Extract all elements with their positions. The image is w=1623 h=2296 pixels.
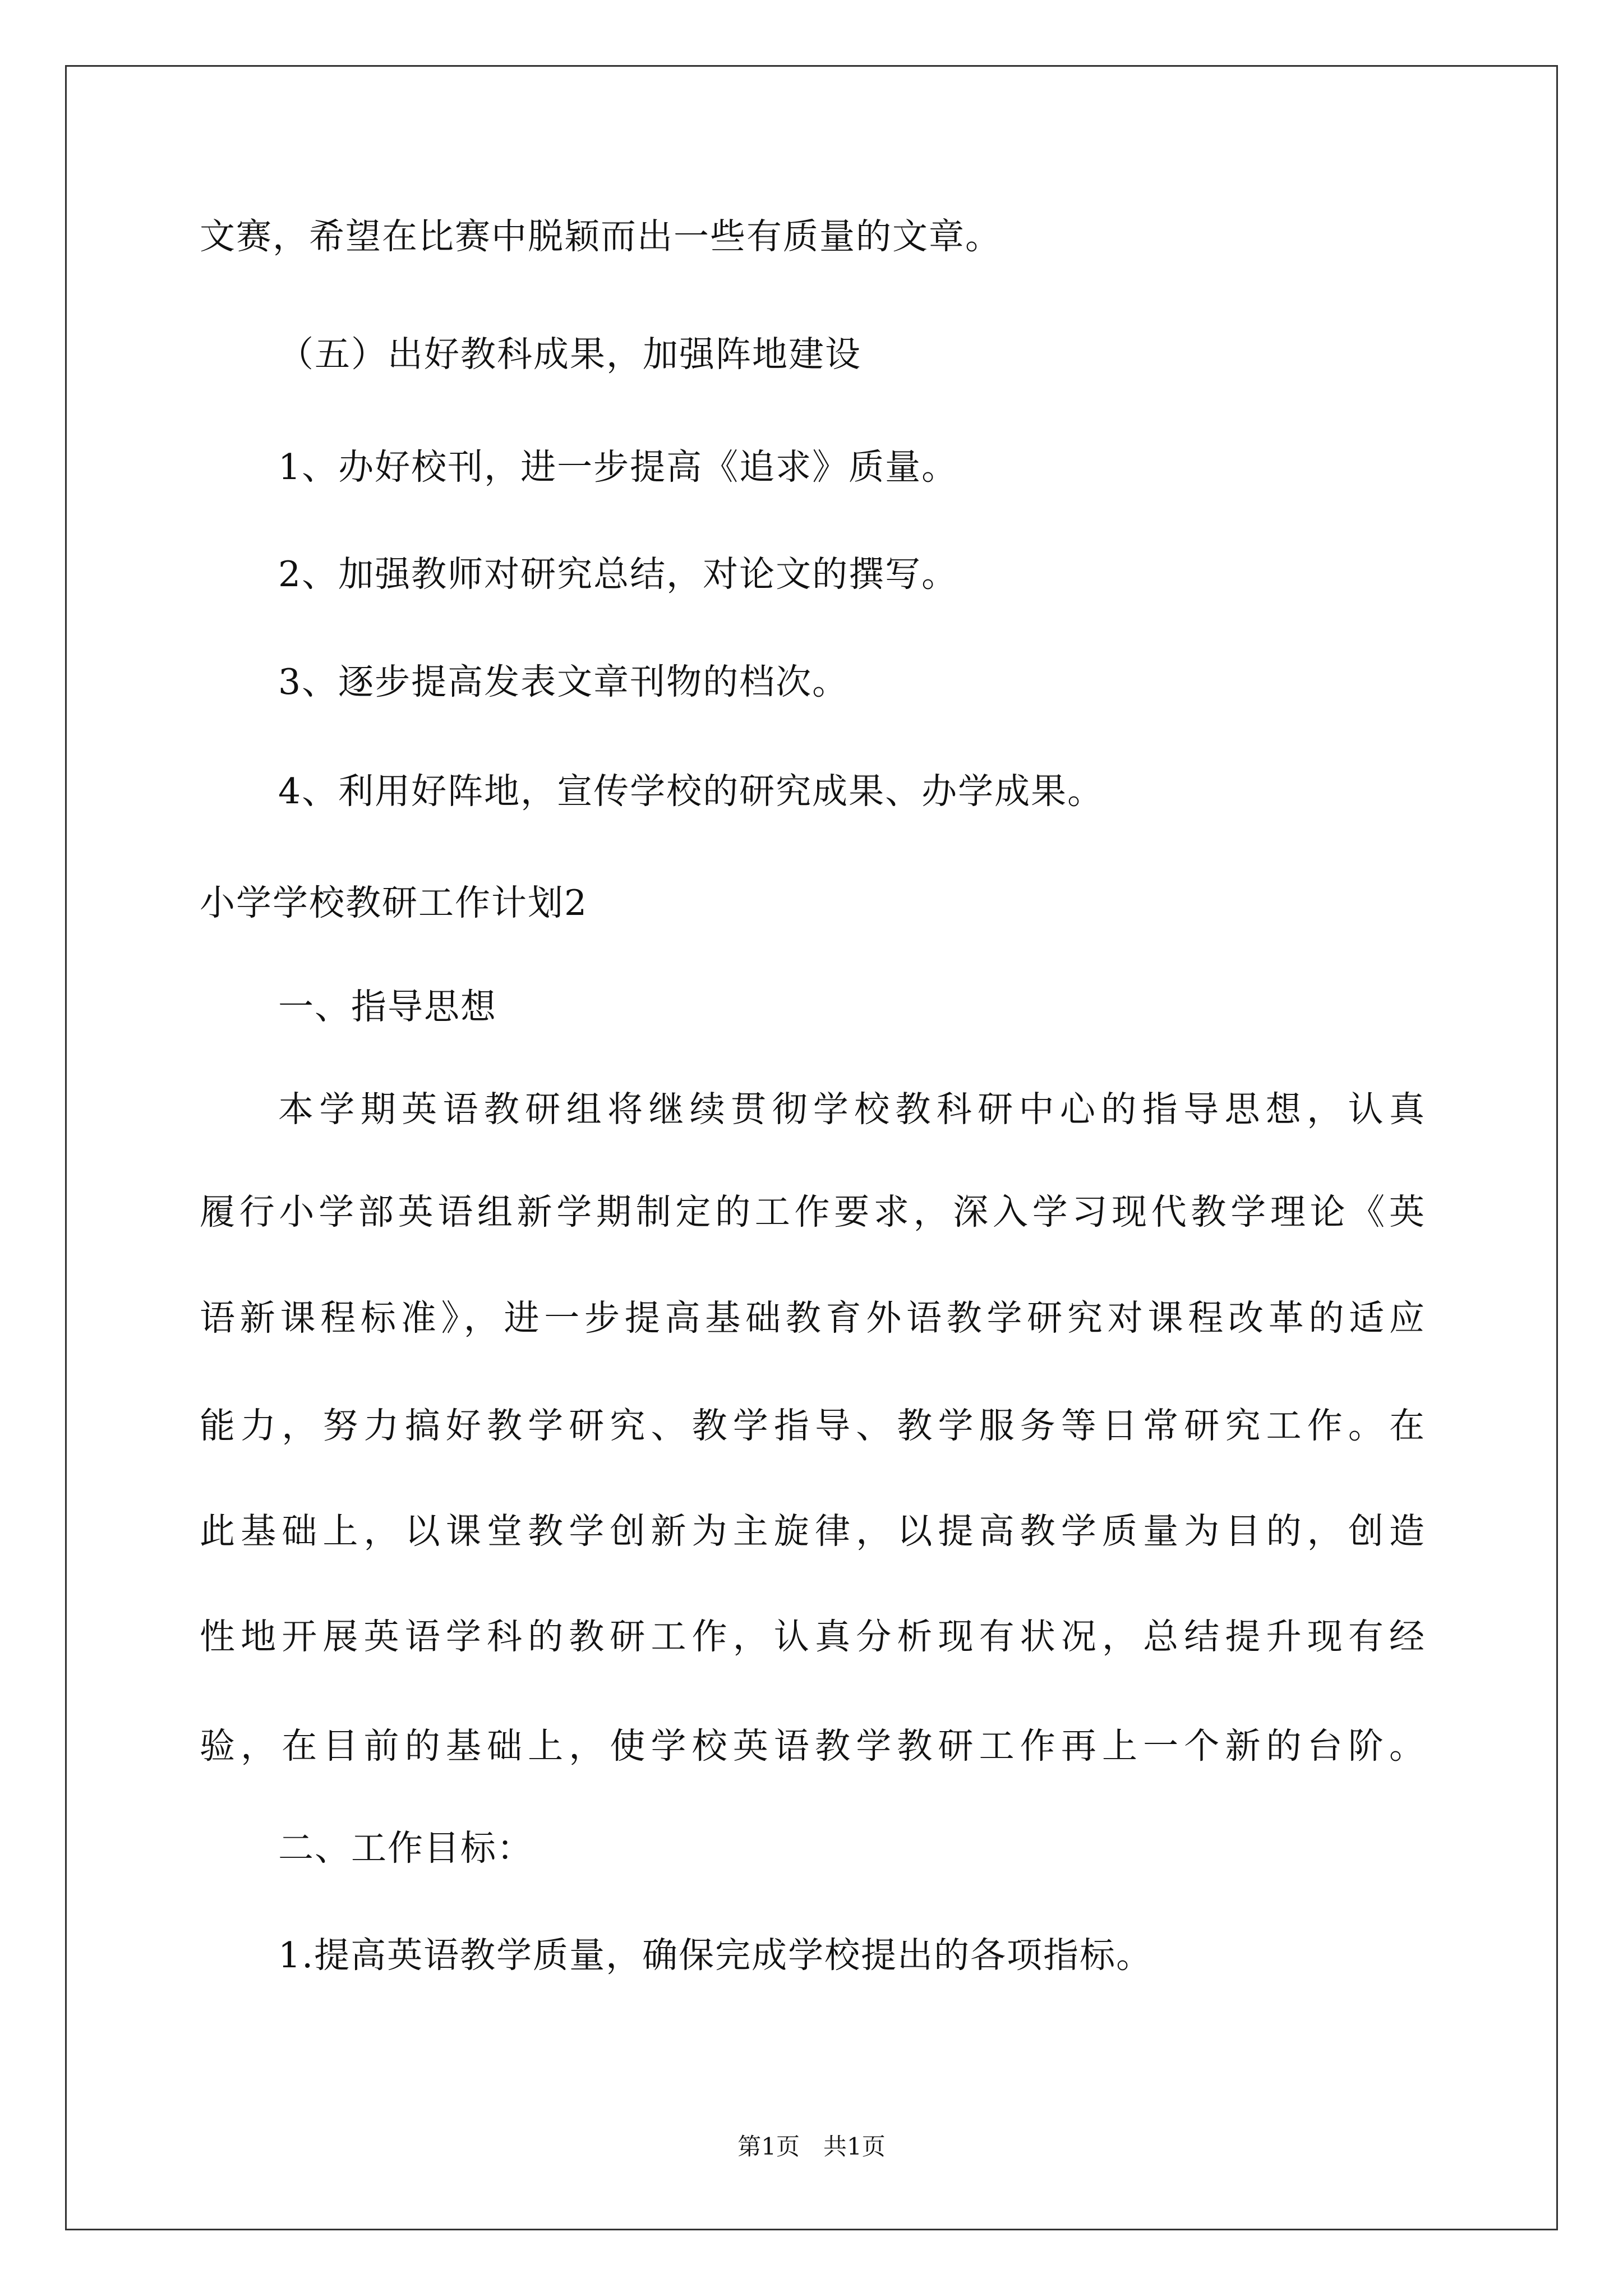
list-item: 1、办好校刊，进一步提高《追求》质量。 [278, 447, 958, 487]
page-number: 第1页 共1页 [737, 2133, 886, 2160]
document-title: 小学学校教研工作计划2 [200, 882, 588, 923]
section-heading: （五）出好教科成果，加强阵地建设 [278, 334, 861, 375]
paragraph-line: 能力，努力搞好教学研究、教学指导、教学服务等日常研究工作。在 [200, 1405, 1426, 1446]
paragraph-line: 履行小学部英语组新学期制定的工作要求，深入学习现代教学理论《英 [200, 1191, 1426, 1232]
paragraph-line: 语新课程标准》，进一步提高基础教育外语教学研究对课程改革的适应 [200, 1297, 1426, 1338]
paragraph-line: 性地开展英语学科的教研工作，认真分析现有状况，总结提升现有经 [200, 1616, 1426, 1657]
section-heading: 二、工作目标： [278, 1828, 533, 1869]
paragraph-line: 此基础上，以课堂教学创新为主旋律，以提高教学质量为目的，创造 [200, 1511, 1426, 1552]
list-item: 2、加强教师对研究总结，对论文的撰写。 [278, 554, 958, 595]
paragraph-line: 本学期英语教研组将继续贯彻学校教科研中心的指导思想，认真 [278, 1089, 1426, 1130]
list-item: 3、逐步提高发表文章刊物的档次。 [278, 661, 849, 702]
section-heading: 一、指导思想 [278, 986, 497, 1027]
text-line: 文赛，希望在比赛中脱颖而出一些有质量的文章。 [200, 216, 1002, 257]
page-border [65, 65, 1558, 2230]
list-item: 4、利用好阵地，宣传学校的研究成果、办学成果。 [278, 771, 1104, 812]
paragraph-line: 验，在目前的基础上，使学校英语教学教研工作再上一个新的台阶。 [200, 1726, 1426, 1766]
list-item: 1.提高英语教学质量，确保完成学校提出的各项指标。 [278, 1935, 1153, 1976]
